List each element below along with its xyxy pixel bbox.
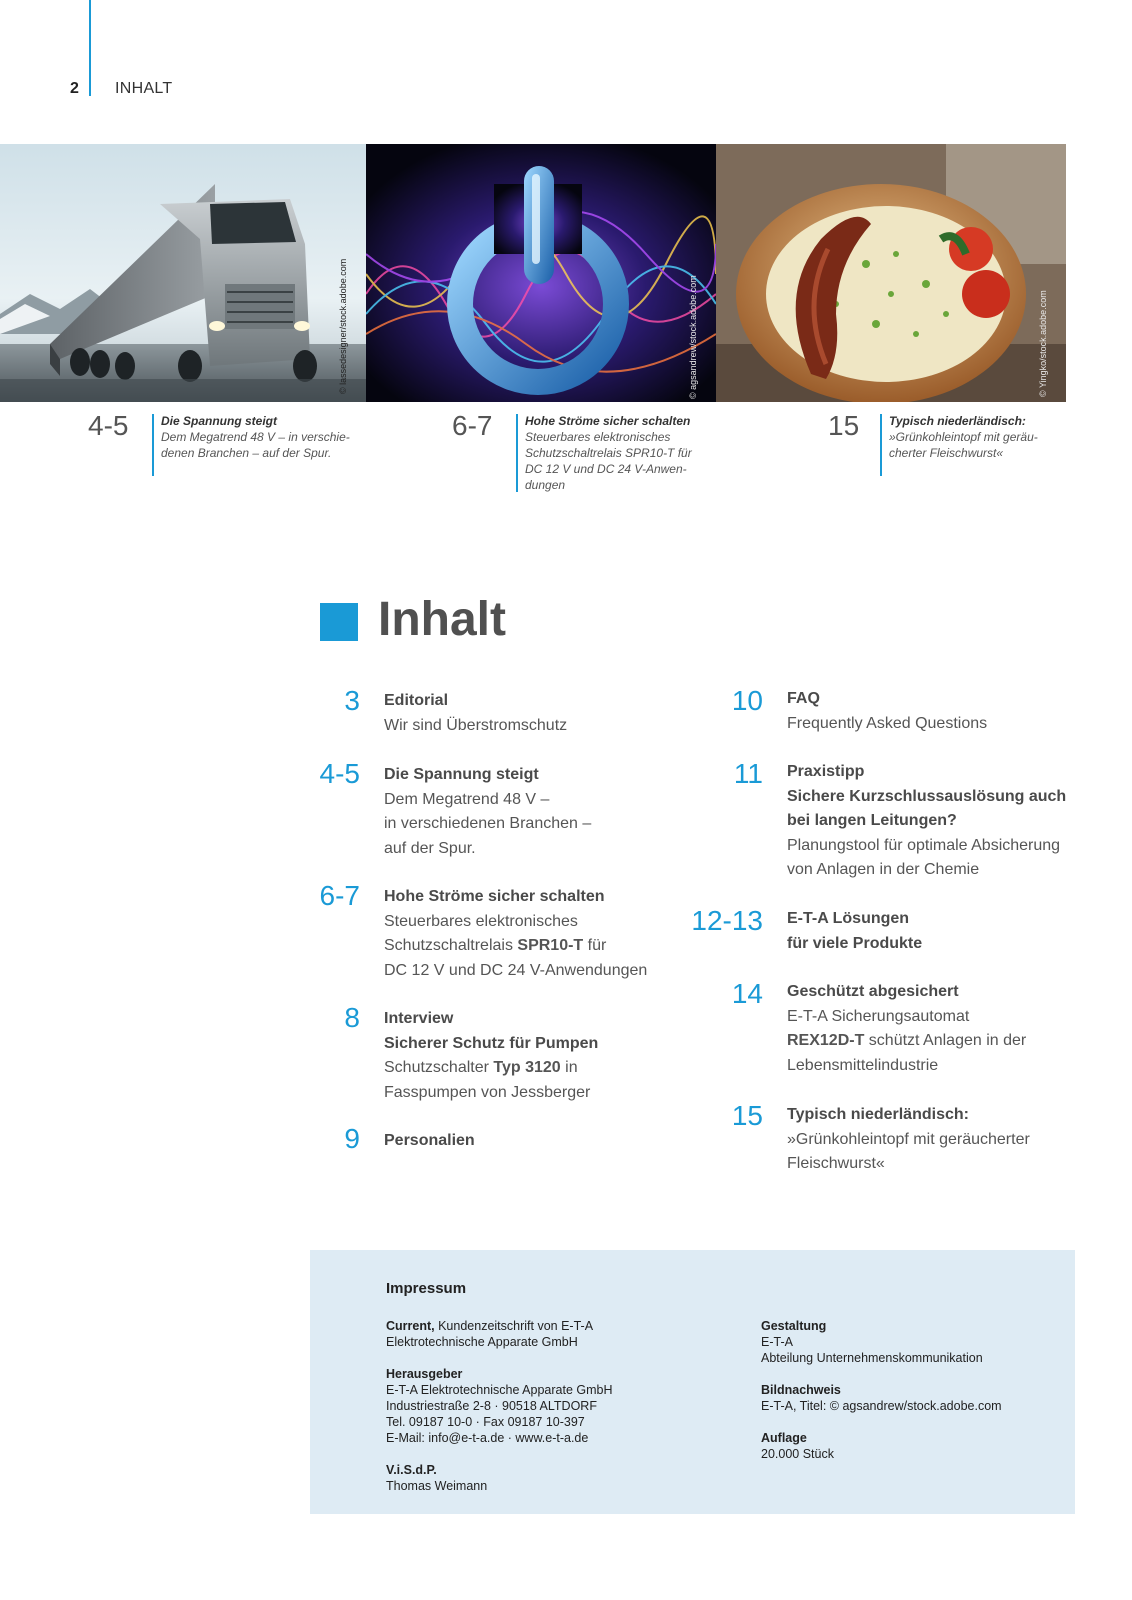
toc-entry[interactable] — [787, 980, 1087, 1078]
impressum-line: E-Mail: info@e-t-a.de · www.e-t-a.de — [386, 1431, 589, 1445]
caption-page-number: 6-7 — [452, 410, 493, 441]
caption-line: cherter Fleischwurst« — [889, 446, 1004, 460]
toc-page-number: 11 — [733, 758, 763, 789]
page-title: Inhalt — [378, 593, 506, 646]
toc-page-number: 3 — [344, 685, 360, 716]
caption-title: Hohe Ströme sicher schalten — [525, 414, 691, 428]
toc-entry-title: Geschützt abgesichert — [787, 983, 959, 1000]
toc-entry[interactable] — [384, 1129, 684, 1154]
publication-name: Current, — [386, 1319, 435, 1333]
impressum-line: 20.000 Stück — [761, 1447, 834, 1461]
caption-line: dungen — [525, 478, 566, 492]
toc-entry-subtitle: Sichere Kurzschlussauslösung auch — [787, 787, 1067, 805]
impressum-right-column — [761, 1318, 1061, 1462]
caption-rule — [516, 414, 518, 492]
toc-entry-subtitle: Sicherer Schutz für Pumpen — [384, 1034, 599, 1052]
impressum-line: E-T-A — [761, 1335, 793, 1349]
toc-entry[interactable] — [384, 885, 704, 983]
caption-rule — [152, 414, 154, 476]
caption-line: Dem Megatrend 48 V – in verschie- — [161, 430, 350, 444]
toc-entry-line: von Anlagen in der Chemie — [787, 861, 980, 878]
caption-line: »Grünkohleintopf mit geräu- — [889, 430, 1038, 444]
product-name: SPR10-T — [517, 937, 584, 954]
caption-title: Die Spannung steigt — [161, 414, 278, 428]
caption-page-number: 15 — [828, 410, 860, 441]
toc-entry-title: Personalien — [384, 1132, 475, 1149]
impressum-title: Impressum — [386, 1280, 467, 1297]
impressum-box — [310, 1250, 1075, 1514]
toc-entry-title: Typisch niederländisch: — [787, 1106, 969, 1123]
impressum-line: Abteilung Unternehmenskommunikation — [761, 1351, 983, 1365]
toc-entry-line: in — [560, 1059, 578, 1076]
impressum-line: E-T-A Elektrotechnische Apparate GmbH — [386, 1383, 613, 1397]
toc-page-number: 14 — [731, 978, 763, 1009]
toc-entry[interactable] — [787, 687, 1087, 736]
toc-entry[interactable] — [787, 1103, 1087, 1177]
caption-text — [525, 413, 692, 493]
caption-line: DC 12 V und DC 24 V-Anwen- — [525, 462, 687, 476]
toc-entry[interactable] — [384, 1007, 684, 1105]
caption-line: denen Branchen – auf der Spur. — [161, 446, 332, 460]
toc-entry-title: Die Spannung steigt — [384, 766, 539, 783]
toc-entry[interactable] — [384, 689, 684, 738]
toc-entry-line: schützt Anlagen in der — [864, 1032, 1027, 1049]
toc-entry-line: Frequently Asked Questions — [787, 714, 988, 732]
toc-entry-subtitle: bei langen Leitungen? — [787, 812, 957, 829]
toc-entry[interactable] — [384, 763, 684, 861]
toc-entry-line: Fleischwurst« — [787, 1155, 885, 1172]
toc-entry-line: E-T-A Sicherungsautomat — [787, 1007, 970, 1025]
toc-entry-title: Editorial — [384, 692, 449, 709]
toc-entry-subtitle: für viele Produkte — [787, 934, 923, 952]
photo-credit: © Yingko/stock.adobe.com — [1038, 290, 1048, 397]
toc-entry-line: auf der Spur. — [384, 839, 476, 857]
product-name: REX12D-T — [787, 1032, 865, 1049]
impressum-line: Kundenzeitschrift von E-T-A — [434, 1319, 594, 1333]
impressum-label: V.i.S.d.P. — [386, 1463, 437, 1477]
toc-entry[interactable] — [787, 907, 1087, 956]
toc-page-number: 8 — [344, 1002, 360, 1033]
toc-entry-line: Schutzschalter — [384, 1059, 494, 1076]
impressum-line: Tel. 09187 10-0 · Fax 09187 10-397 — [386, 1415, 585, 1429]
product-name: Typ 3120 — [493, 1059, 561, 1076]
header-rule — [89, 0, 91, 96]
toc-entry-line: DC 12 V und DC 24 V-Anwendungen — [384, 961, 648, 979]
impressum-line: Industriestraße 2-8 · 90518 ALTDORF — [386, 1399, 597, 1413]
toc-entry-title: Interview — [384, 1010, 454, 1027]
toc-page-number: 15 — [731, 1100, 763, 1131]
page-number: 2 — [70, 80, 79, 97]
toc-entry-line: Lebensmittelindustrie — [787, 1056, 939, 1074]
toc-entry-title: E-T-A Lösungen — [787, 910, 910, 927]
truck-photo — [0, 144, 366, 402]
caption-line: Steuerbares elektronisches — [525, 430, 671, 444]
impressum-left-column — [386, 1318, 716, 1494]
toc-entry-line: für — [583, 937, 607, 954]
toc-entry-line: Fasspumpen von Jessberger — [384, 1083, 591, 1101]
sausage-dish-photo — [716, 144, 1066, 402]
impressum-label: Gestaltung — [761, 1319, 827, 1333]
photo-credit: © lassedesigner/stock.adobe.com — [338, 258, 348, 394]
toc-entry-title: FAQ — [787, 690, 820, 707]
caption-text — [889, 413, 1038, 461]
toc-entry-title: Praxistipp — [787, 763, 865, 780]
caption-text — [161, 413, 350, 461]
impressum-line: Elektrotechnische Apparate GmbH — [386, 1335, 578, 1349]
impressum-line: Thomas Weimann — [386, 1479, 488, 1493]
toc-entry-line: »Grünkohleintopf mit geräucherter — [787, 1130, 1030, 1148]
photo-credit: © agsandrew/stock.adobe.com — [688, 275, 698, 399]
toc-entry-title: Hohe Ströme sicher schalten — [384, 888, 605, 905]
toc-page-number: 12-13 — [691, 905, 763, 936]
caption-title: Typisch niederländisch: — [889, 414, 1026, 428]
caption-rule — [880, 414, 882, 476]
toc-entry-line: Steuerbares elektronisches — [384, 912, 578, 930]
impressum-label: Auflage — [761, 1431, 807, 1445]
toc-page-number: 4-5 — [319, 758, 360, 789]
impressum-label: Bildnachweis — [761, 1383, 841, 1397]
toc-page-number: 10 — [731, 685, 763, 716]
section-heading: INHALT — [115, 80, 173, 97]
impressum-label: Herausgeber — [386, 1367, 463, 1381]
heading-square-icon — [320, 603, 358, 641]
toc-entry-line: in verschiedenen Branchen – — [384, 815, 592, 832]
toc-entry-line: Schutzschaltrelais — [384, 937, 518, 954]
power-button-photo — [366, 144, 716, 402]
caption-line: Schutzschaltrelais SPR10-T für — [525, 446, 692, 460]
toc-entry-line: Planungstool für optimale Absicherung — [787, 836, 1061, 854]
toc-page-number: 6-7 — [319, 880, 360, 911]
caption-page-number: 4-5 — [88, 410, 129, 441]
toc-entry-line: Wir sind Überstromschutz — [384, 716, 568, 734]
toc-entry[interactable] — [787, 760, 1087, 883]
toc-page-number: 9 — [344, 1123, 360, 1154]
impressum-line: E-T-A, Titel: © agsandrew/stock.adobe.com — [761, 1399, 1002, 1413]
toc-entry-line: Dem Megatrend 48 V – — [384, 790, 550, 808]
